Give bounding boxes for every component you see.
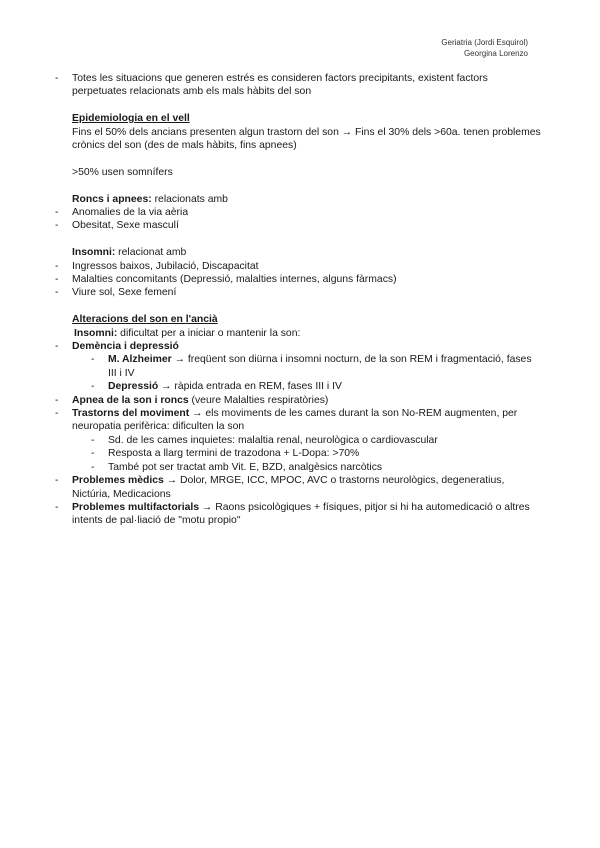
insomni-label: Insomni: (72, 247, 116, 259)
document-body (72, 72, 542, 528)
list-item: - Ingressos baixos, Jubilació, Discapacitat (72, 260, 542, 273)
moviment-rest: → els moviments de les cames durant la son No-REM augmenten, per neuropatia perifèrica: dificulten la son (72, 408, 518, 433)
medics-rest: → Dolor, MRGE, ICC, MPOC, AVC o trastorns neurològics, degeneratius, Nictúria, Medicacions (72, 475, 505, 500)
intro-list (72, 72, 542, 99)
insomni-line (72, 246, 542, 259)
dementia-label: Demència i depressió (72, 341, 179, 353)
list-item (108, 380, 542, 393)
alteracions-intro (72, 327, 542, 340)
list-item-moviment (72, 407, 542, 474)
list-item: - Anomalies de la via aèria (72, 206, 542, 219)
list-item: - Obesitat, Sexe masculí (72, 219, 542, 232)
depressio-rest: → ràpida entrada en REM, fases III i IV (158, 381, 342, 393)
header-author: Georgina Lorenzo (463, 48, 528, 58)
alteracions-intro-rest: dificultat per a iniciar o mantenir la son: (117, 327, 301, 339)
list-item: - També pot ser tractat amb Vit. E, BZD, analgèsics narcòtics (108, 461, 542, 474)
apnea-rest: (veure Malalties respiratòries) (188, 394, 329, 406)
alteracions-intro-label: Insomni: (74, 327, 118, 339)
list-item-dementia (72, 340, 542, 394)
epidemiologia-text: Fins el 50% dels ancians presenten algun trastorn del son → Fins el 30% dels >60a. tenen problemes crònics del son (des de mals hàbits, fins apnees) (72, 126, 541, 152)
header-course: Geriatria (Jordi Esquirol) (441, 38, 528, 47)
alzheimer-label: M. Alzheimer (108, 354, 172, 366)
roncs-line (72, 193, 542, 206)
insomni-rest: relacionat amb (115, 247, 187, 259)
insomni-list (72, 260, 542, 300)
list-item: - Viure sol, Sexe femení (72, 286, 542, 299)
apnea-label: Apnea de la son i roncs (72, 394, 189, 406)
depressio-label: Depressió (108, 381, 159, 393)
moviment-label: Trastorns del moviment (72, 408, 190, 420)
roncs-list (72, 206, 542, 233)
list-item: - Sd. de les cames inquietes: malaltia renal, neurològica o cardiovascular (108, 434, 542, 447)
somnifers-text: >50% usen somnífers (72, 166, 173, 178)
multifactorials-rest: → Raons psicològiques + físiques, pitjor si hi ha automedicació o altres intents de pal·liació de "motu propio" (72, 501, 530, 527)
moviment-sublist (72, 434, 542, 474)
dementia-sublist (72, 353, 542, 393)
multifactorials-label: Problemes multifactorials (72, 501, 200, 513)
alteracions-list (72, 340, 542, 528)
roncs-rest: relacionats amb (151, 193, 228, 205)
list-item-apnea (72, 394, 542, 407)
list-item (108, 353, 542, 380)
list-item-medics (72, 474, 542, 501)
epidemiologia-heading: Epidemiologia en el vell (72, 113, 190, 125)
page-header (441, 38, 528, 59)
alteracions-heading: Alteracions del son en l'ancià (72, 314, 218, 326)
roncs-label: Roncs i apnees: (72, 193, 152, 205)
medics-label: Problemes mèdics (72, 475, 164, 487)
alzheimer-rest: → freqüent son diürna i insomni nocturn, de la son REM i fragmentació, fases III i IV (108, 354, 532, 379)
list-item-multifactorials (72, 501, 542, 528)
intro-bullet: - Totes les situacions que generen estrés es consideren factors precipitants, existent factors perpetuates relacionats amb els mals hàbits del son (72, 72, 542, 99)
list-item: - Malalties concomitants (Depressió, malalties internes, alguns fàrmacs) (72, 273, 542, 286)
list-item: - Resposta a llarg termini de trazodona + L-Dopa: >70% (108, 447, 542, 460)
